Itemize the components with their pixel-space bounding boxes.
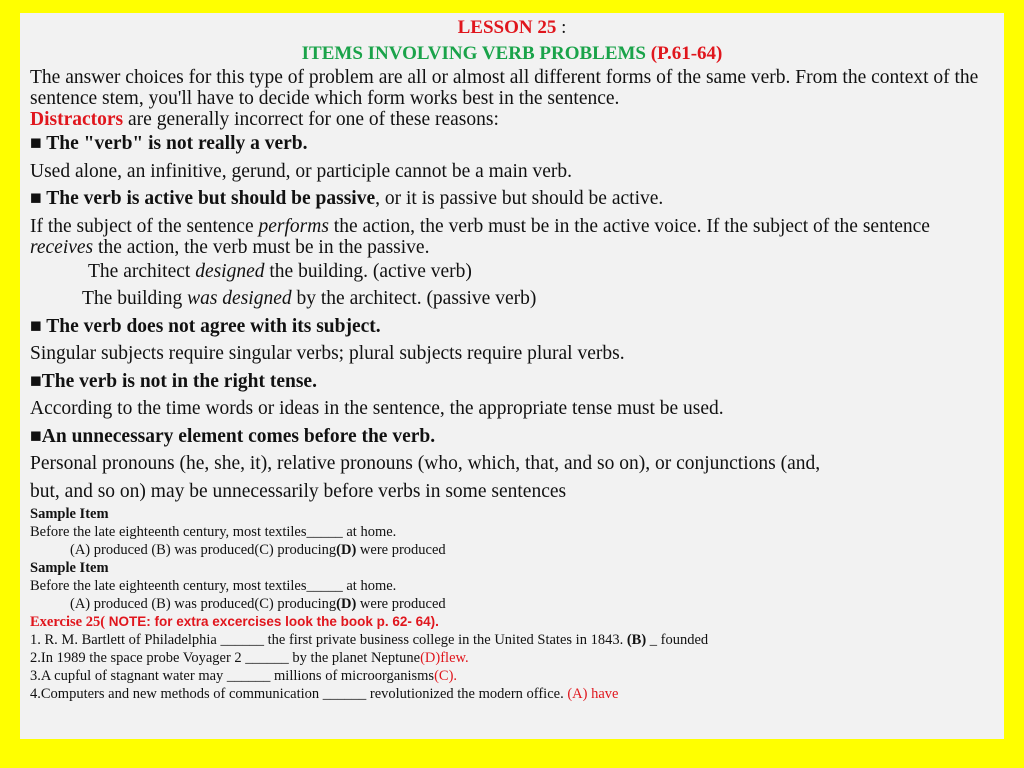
voice-receives: receives (30, 236, 94, 258)
distractors-rest: are generally incorrect for one of these reasons: (123, 109, 499, 130)
reason-1-body: Used alone, an infinitive, gerund, or participle cannot be a main verb. (30, 160, 573, 182)
exercise-label: Exercise 25( (30, 614, 106, 630)
active-ex-verb: designed (195, 260, 265, 282)
sample-choice-d-2: (D) (336, 596, 357, 612)
slide (20, 13, 1004, 739)
voice-text-1: If the subject of the sentence (30, 215, 259, 237)
reason-2-head-line (30, 185, 994, 213)
reason-3-head: ■ The verb does not agree with its subject. (30, 315, 381, 337)
lesson-title (30, 15, 994, 41)
lesson-number: LESSON 25 (457, 17, 557, 38)
reason-5-body-2: but, and so on) may be unnecessarily before verbs in some sentences (30, 480, 567, 502)
heading-text: ITEMS INVOLVING VERB PROBLEMS (301, 43, 646, 64)
exercise-item-1 (30, 631, 994, 649)
sample-stem-1: Before the late eighteenth century, most textiles_____ at home. (30, 524, 397, 540)
sample-label-2: Sample Item (30, 560, 109, 576)
reason-4-body: According to the time words or ideas in the sentence, the appropriate tense must be used. (30, 398, 724, 419)
exercise-title (30, 613, 994, 631)
lesson-heading (30, 41, 994, 67)
exercise-item-3-text: 3.A cupful of stagnant water may ______ millions of microorganisms (30, 668, 435, 684)
distractors-word: Distractors (30, 109, 124, 130)
passive-ex-a: The building (82, 288, 188, 309)
distractors-line (30, 109, 994, 130)
reason-1-head: ■ The "verb" is not really a verb. (30, 133, 308, 154)
active-example (30, 258, 994, 286)
exercise-item-1-text: 1. R. M. Bartlett of Philadelphia ______ the first private business college in the United States in 1843. (30, 632, 627, 648)
sample-choices-text-2: (A) produced (B) was produced(C) producing (70, 596, 337, 612)
exercise-item-4-answer: (A) have (567, 686, 619, 702)
sample-stem-2: Before the late eighteenth century, most textiles_____ at home. (30, 578, 397, 594)
exercise-item-1-rest: _ founded (646, 632, 709, 648)
sample-choices-end-1: were produced (356, 542, 446, 558)
exercise-note: NOTE: for extra excercises look the book p. 62- 64). (105, 614, 439, 629)
exercise-item-2-text: 2.In 1989 the space probe Voyager 2 ______ by the planet Neptune (30, 650, 421, 666)
passive-ex-verb: was designed (187, 288, 292, 309)
sample-label-1: Sample Item (30, 506, 109, 522)
exercise-item-3-answer: (C). (434, 668, 458, 684)
voice-text-3: the action, the verb must be in the passive. (93, 236, 430, 258)
voice-text-2: the action, the verb must be in the active voice. If the subject of the sentence (328, 215, 930, 237)
sample-choice-d-1: (D) (336, 542, 357, 558)
passive-ex-c: by the architect. (passive verb) (291, 288, 537, 309)
exercise-item-4-text: 4.Computers and new methods of communication ______ revolutionized the modern office. (30, 686, 568, 702)
exercise-item-2-answer: (D)flew. (420, 650, 469, 666)
reason-2-head: ■ The verb is active but should be passive (30, 188, 376, 209)
active-ex-c: the building. (active verb) (264, 260, 472, 282)
exercise-item-4 (30, 685, 994, 703)
title-colon: : (556, 17, 567, 38)
sample-choices-2 (30, 595, 994, 613)
reason-2-head-rest: , or it is passive but should be active. (375, 188, 664, 209)
reason-5-head: ■An unnecessary element comes before the verb. (30, 425, 436, 447)
voice-paragraph (30, 216, 994, 258)
passive-example (30, 285, 994, 313)
active-ex-a: The architect (88, 260, 196, 282)
sample-choices-end-2: were produced (356, 596, 446, 612)
exercise-item-2 (30, 649, 994, 667)
reason-5-body: Personal pronouns (he, she, it), relative pronouns (who, which, that, and so on), or conjunctions (and, (30, 453, 821, 474)
intro-paragraph: The answer choices for this type of problem are all or almost all different forms of the same verb. From the context of the sentence stem, you'll have to decide which form works best in the sentence. (30, 67, 979, 109)
sample-choices-text-1: (A) produced (B) was produced(C) producing (70, 542, 337, 558)
reason-3-body: Singular subjects require singular verbs; plural subjects require plural verbs. (30, 343, 625, 364)
sample-choices-1 (30, 541, 994, 559)
exercise-item-3 (30, 667, 994, 685)
reason-4-head: ■The verb is not in the right tense. (30, 370, 317, 392)
heading-pages: (P.61-64) (646, 43, 723, 64)
exercise-item-1-choice: (B) (626, 632, 647, 648)
voice-performs: performs (258, 215, 329, 237)
